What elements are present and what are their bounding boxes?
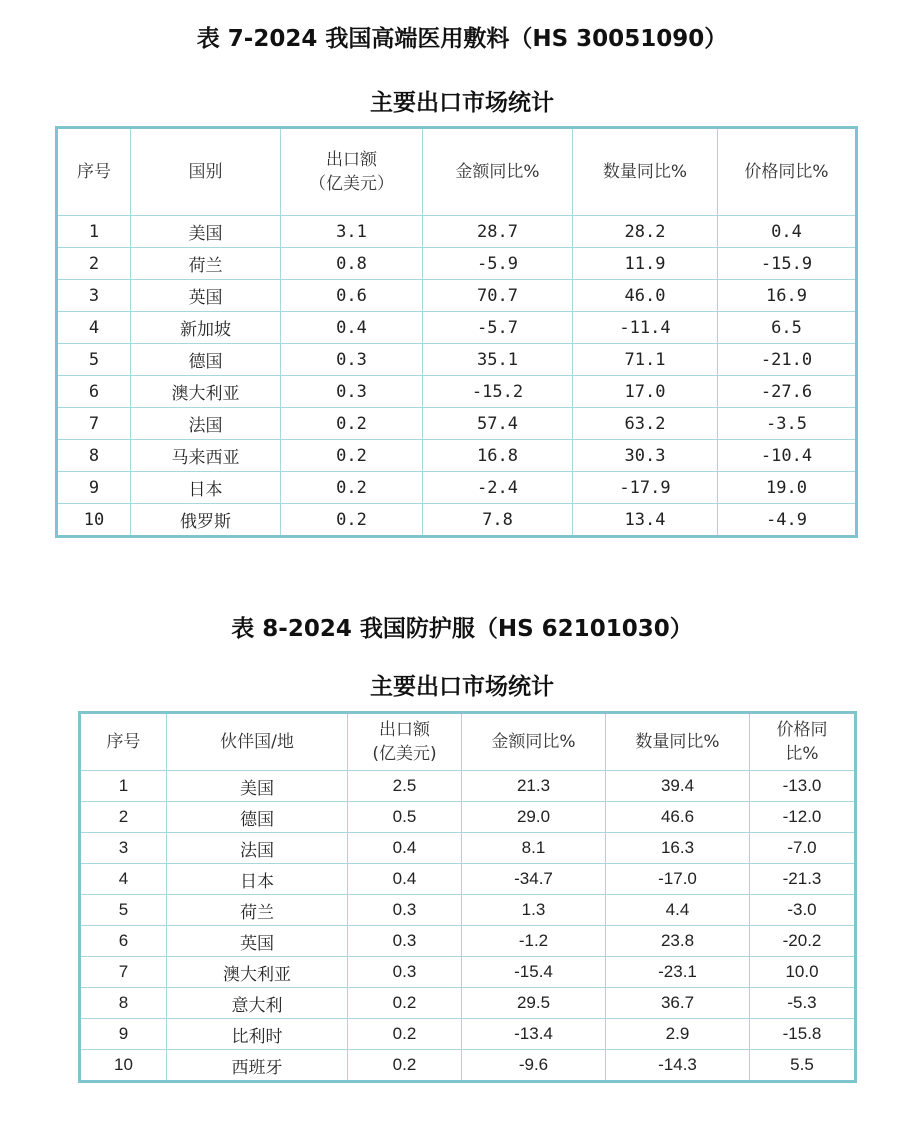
cell-country: 荷兰 [167, 895, 348, 926]
table-row [57, 504, 857, 537]
table1-title: 表 7-2024 我国高端医用敷料（HS 30051090） [196, 26, 728, 52]
cell-export-value: 0.5 [348, 802, 462, 833]
header-index: 序号 [80, 713, 167, 771]
cell-index: 10 [57, 504, 131, 537]
cell-amount-yoy: -1.2 [462, 926, 606, 957]
cell-quantity-yoy: -11.4 [573, 312, 718, 344]
cell-export-value: 0.4 [281, 312, 423, 344]
table-row [57, 472, 857, 504]
cell-country: 俄罗斯 [131, 504, 281, 537]
cell-country: 比利时 [167, 1019, 348, 1050]
cell-country: 德国 [167, 802, 348, 833]
cell-amount-yoy: 1.3 [462, 895, 606, 926]
cell-quantity-yoy: 13.4 [573, 504, 718, 537]
cell-quantity-yoy: 63.2 [573, 408, 718, 440]
cell-amount-yoy: 57.4 [423, 408, 573, 440]
table-row [80, 895, 856, 926]
cell-price-yoy: -3.5 [718, 408, 857, 440]
cell-export-value: 2.5 [348, 771, 462, 802]
header-country: 伙伴国/地 [167, 713, 348, 771]
cell-export-value: 0.2 [281, 472, 423, 504]
cell-country: 美国 [131, 216, 281, 248]
cell-country: 意大利 [167, 988, 348, 1019]
cell-country: 澳大利亚 [131, 376, 281, 408]
cell-amount-yoy: -9.6 [462, 1050, 606, 1082]
cell-price-yoy: -21.0 [718, 344, 857, 376]
cell-country: 日本 [167, 864, 348, 895]
header-amount-yoy: 金额同比% [423, 128, 573, 216]
cell-quantity-yoy: 4.4 [606, 895, 750, 926]
header-export-value-line1: 出口额 [379, 720, 430, 740]
cell-index: 1 [80, 771, 167, 802]
cell-export-value: 0.2 [348, 1019, 462, 1050]
cell-amount-yoy: -2.4 [423, 472, 573, 504]
cell-quantity-yoy: 16.3 [606, 833, 750, 864]
table-row [80, 957, 856, 988]
high-end-dressing-export-table [55, 126, 858, 538]
cell-country: 美国 [167, 771, 348, 802]
table-row [80, 988, 856, 1019]
cell-index: 8 [80, 988, 167, 1019]
table-row [57, 280, 857, 312]
cell-price-yoy: -13.0 [750, 771, 856, 802]
header-price-yoy [750, 713, 856, 771]
cell-export-value: 0.3 [348, 957, 462, 988]
cell-quantity-yoy: 11.9 [573, 248, 718, 280]
cell-export-value: 0.2 [281, 504, 423, 537]
cell-country: 日本 [131, 472, 281, 504]
cell-price-yoy: 19.0 [718, 472, 857, 504]
cell-quantity-yoy: 17.0 [573, 376, 718, 408]
table2-body [80, 771, 856, 1082]
cell-quantity-yoy: -14.3 [606, 1050, 750, 1082]
header-export-value-line2: (亿美元) [372, 744, 437, 764]
cell-index: 2 [80, 802, 167, 833]
cell-index: 3 [57, 280, 131, 312]
cell-index: 2 [57, 248, 131, 280]
cell-price-yoy: -27.6 [718, 376, 857, 408]
cell-quantity-yoy: 71.1 [573, 344, 718, 376]
cell-export-value: 0.2 [348, 988, 462, 1019]
table2-title: 表 8-2024 我国防护服（HS 62101030） [231, 616, 693, 642]
table-row [80, 1050, 856, 1082]
cell-index: 6 [80, 926, 167, 957]
table1-subtitle: 主要出口市场统计 [370, 90, 554, 116]
cell-amount-yoy: -5.9 [423, 248, 573, 280]
cell-amount-yoy: 29.5 [462, 988, 606, 1019]
table-header-row [80, 713, 856, 771]
cell-price-yoy: 10.0 [750, 957, 856, 988]
header-country: 国别 [131, 128, 281, 216]
cell-index: 9 [57, 472, 131, 504]
header-price-yoy-line2: 比% [785, 744, 819, 764]
header-amount-yoy: 金额同比% [462, 713, 606, 771]
table-row [57, 376, 857, 408]
cell-amount-yoy: 35.1 [423, 344, 573, 376]
header-price-yoy-line1: 价格同 [776, 720, 828, 740]
cell-amount-yoy: 28.7 [423, 216, 573, 248]
cell-quantity-yoy: -23.1 [606, 957, 750, 988]
table-row [80, 802, 856, 833]
table1-body [57, 216, 857, 537]
cell-price-yoy: -20.2 [750, 926, 856, 957]
table-row [80, 771, 856, 802]
cell-amount-yoy: 16.8 [423, 440, 573, 472]
cell-amount-yoy: -15.4 [462, 957, 606, 988]
header-price-yoy: 价格同比% [718, 128, 857, 216]
header-index: 序号 [57, 128, 131, 216]
cell-price-yoy: -21.3 [750, 864, 856, 895]
table-row [57, 408, 857, 440]
cell-amount-yoy: 21.3 [462, 771, 606, 802]
cell-export-value: 0.4 [348, 864, 462, 895]
cell-export-value: 0.4 [348, 833, 462, 864]
cell-quantity-yoy: 39.4 [606, 771, 750, 802]
cell-amount-yoy: 29.0 [462, 802, 606, 833]
cell-country: 英国 [131, 280, 281, 312]
cell-amount-yoy: -34.7 [462, 864, 606, 895]
cell-price-yoy: -10.4 [718, 440, 857, 472]
table-row [57, 312, 857, 344]
table-row [57, 344, 857, 376]
cell-price-yoy: 0.4 [718, 216, 857, 248]
cell-index: 5 [57, 344, 131, 376]
cell-price-yoy: 16.9 [718, 280, 857, 312]
cell-export-value: 0.8 [281, 248, 423, 280]
cell-export-value: 0.2 [281, 408, 423, 440]
cell-index: 7 [80, 957, 167, 988]
cell-amount-yoy: -5.7 [423, 312, 573, 344]
cell-country: 新加坡 [131, 312, 281, 344]
cell-export-value: 0.3 [281, 344, 423, 376]
header-export-value-line1: 出口额 [326, 150, 377, 170]
cell-country: 英国 [167, 926, 348, 957]
cell-price-yoy: 6.5 [718, 312, 857, 344]
table-row [80, 833, 856, 864]
cell-export-value: 0.3 [348, 895, 462, 926]
cell-price-yoy: 5.5 [750, 1050, 856, 1082]
table-row [80, 926, 856, 957]
cell-export-value: 3.1 [281, 216, 423, 248]
cell-amount-yoy: -15.2 [423, 376, 573, 408]
cell-price-yoy: -7.0 [750, 833, 856, 864]
table-row [80, 1019, 856, 1050]
cell-country: 法国 [131, 408, 281, 440]
cell-quantity-yoy: -17.0 [606, 864, 750, 895]
cell-quantity-yoy: -17.9 [573, 472, 718, 504]
cell-country: 西班牙 [167, 1050, 348, 1082]
cell-quantity-yoy: 30.3 [573, 440, 718, 472]
cell-index: 4 [80, 864, 167, 895]
cell-index: 6 [57, 376, 131, 408]
table-row [80, 864, 856, 895]
header-quantity-yoy: 数量同比% [573, 128, 718, 216]
cell-price-yoy: -4.9 [718, 504, 857, 537]
cell-country: 马来西亚 [131, 440, 281, 472]
cell-export-value: 0.3 [281, 376, 423, 408]
cell-export-value: 0.2 [281, 440, 423, 472]
cell-price-yoy: -12.0 [750, 802, 856, 833]
cell-index: 8 [57, 440, 131, 472]
cell-index: 1 [57, 216, 131, 248]
cell-price-yoy: -3.0 [750, 895, 856, 926]
cell-quantity-yoy: 28.2 [573, 216, 718, 248]
table-row [57, 248, 857, 280]
table2-subtitle: 主要出口市场统计 [370, 674, 554, 700]
cell-country: 德国 [131, 344, 281, 376]
cell-amount-yoy: 7.8 [423, 504, 573, 537]
cell-quantity-yoy: 46.0 [573, 280, 718, 312]
cell-quantity-yoy: 46.6 [606, 802, 750, 833]
cell-country: 法国 [167, 833, 348, 864]
table-row [57, 216, 857, 248]
cell-amount-yoy: 8.1 [462, 833, 606, 864]
cell-country: 澳大利亚 [167, 957, 348, 988]
table-header-row [57, 128, 857, 216]
cell-index: 5 [80, 895, 167, 926]
cell-index: 9 [80, 1019, 167, 1050]
header-export-value-line2: （亿美元） [309, 174, 394, 194]
cell-price-yoy: -15.9 [718, 248, 857, 280]
cell-price-yoy: -15.8 [750, 1019, 856, 1050]
header-export-value [348, 713, 462, 771]
protective-clothing-export-table [78, 711, 857, 1083]
cell-amount-yoy: -13.4 [462, 1019, 606, 1050]
cell-country: 荷兰 [131, 248, 281, 280]
cell-export-value: 0.6 [281, 280, 423, 312]
cell-quantity-yoy: 2.9 [606, 1019, 750, 1050]
cell-index: 3 [80, 833, 167, 864]
cell-amount-yoy: 70.7 [423, 280, 573, 312]
cell-export-value: 0.2 [348, 1050, 462, 1082]
header-quantity-yoy: 数量同比% [606, 713, 750, 771]
cell-index: 4 [57, 312, 131, 344]
header-export-value [281, 128, 423, 216]
cell-index: 10 [80, 1050, 167, 1082]
table-row [57, 440, 857, 472]
cell-price-yoy: -5.3 [750, 988, 856, 1019]
cell-export-value: 0.3 [348, 926, 462, 957]
cell-quantity-yoy: 36.7 [606, 988, 750, 1019]
cell-quantity-yoy: 23.8 [606, 926, 750, 957]
cell-index: 7 [57, 408, 131, 440]
